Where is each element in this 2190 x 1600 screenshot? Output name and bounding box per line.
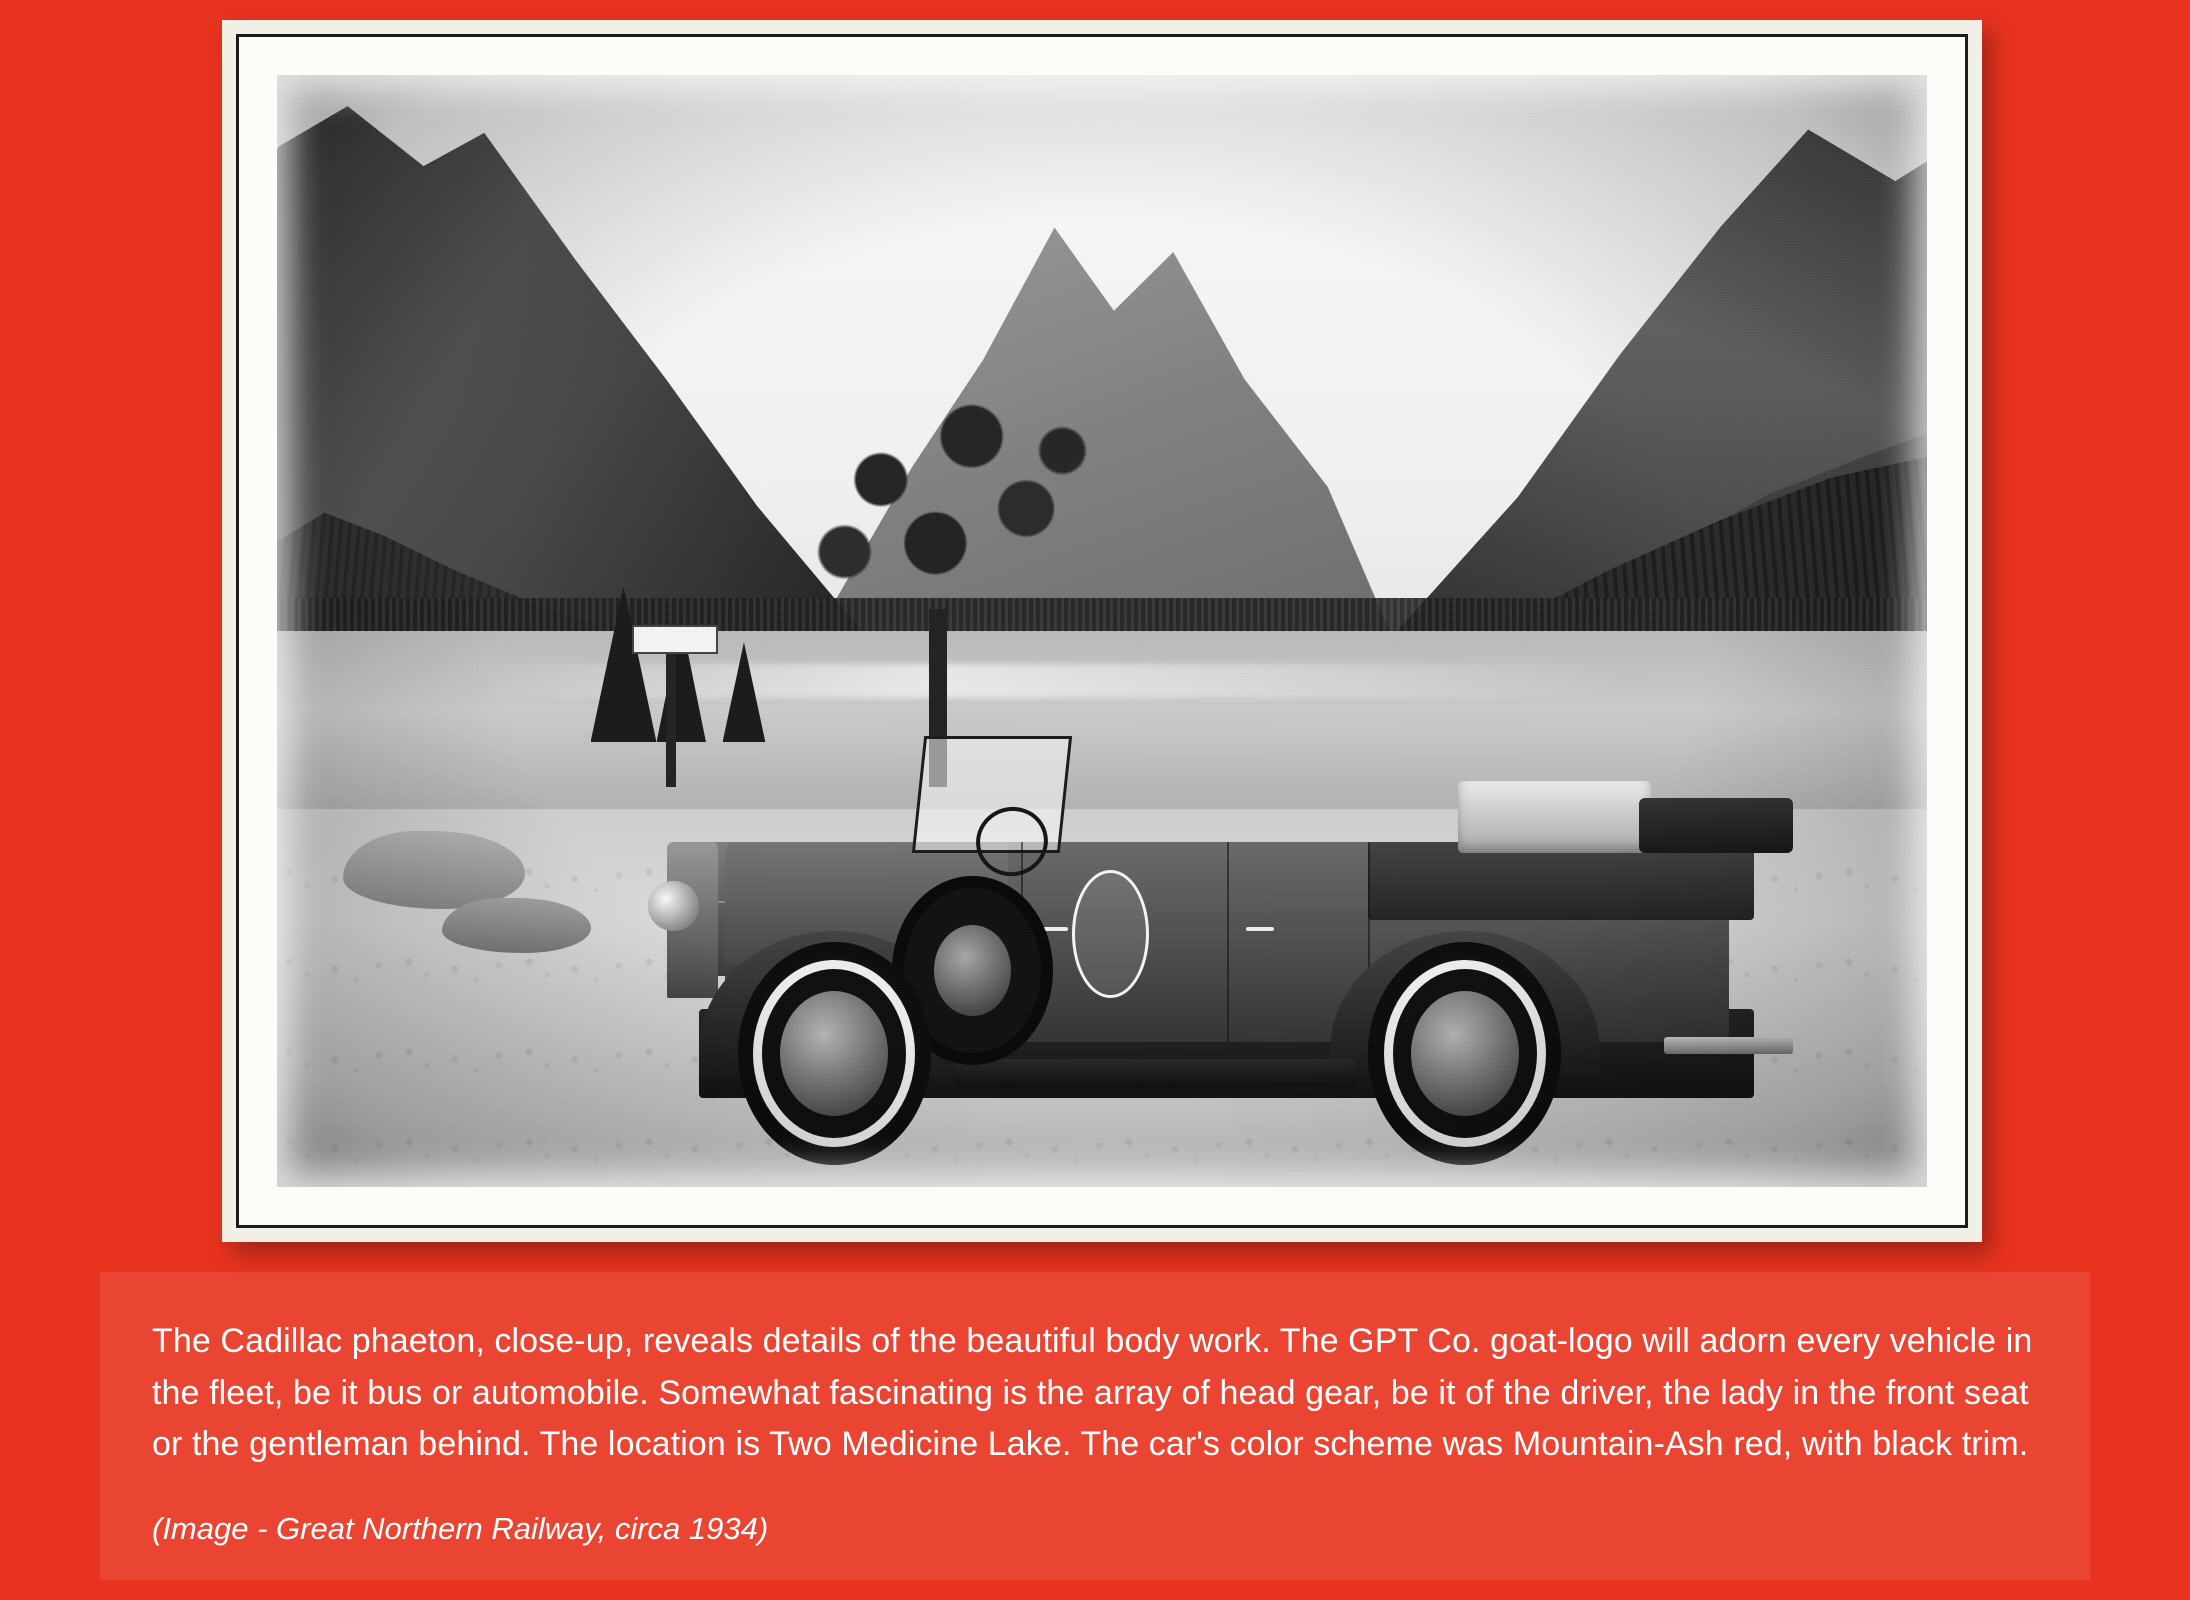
caption-body: The Cadillac phaeton, close-up, reveals details of the beautiful body work. The GPT Co. goat-logo will adorn every vehicle in the fleet, be it bus or automobile. Somewhat fascinating is the array of head gear, be it of the driver, the lady in the front seat or the gentleman behind. The location is Two Medicine Lake. The car's color scheme was Mountain-Ash red, with black trim.	[152, 1322, 2033, 1464]
whitewall-tyre	[1384, 960, 1546, 1147]
running-board	[956, 1059, 1355, 1087]
luggage-bundle	[1458, 781, 1651, 853]
caption-credit: (Image - Great Northern Railway, circa 1934)	[152, 1511, 769, 1547]
photo-scene	[277, 75, 1927, 1187]
folded-convertible-top	[1639, 798, 1793, 854]
whitewall-tyre	[753, 960, 915, 1147]
front-wheel	[738, 942, 931, 1164]
door-seam	[1227, 842, 1229, 1042]
rear-bumper	[1664, 1037, 1793, 1054]
photograph	[277, 75, 1927, 1187]
caption-panel	[100, 1272, 2090, 1580]
rear-wheel	[1368, 942, 1561, 1164]
photo-card	[222, 20, 1982, 1242]
cadillac-phaeton	[558, 609, 1845, 1165]
goat-logo-icon	[1072, 870, 1149, 998]
photo-mat	[236, 34, 1968, 1228]
headlight	[648, 881, 699, 931]
rear-deck	[1368, 842, 1754, 920]
door-handle	[1246, 927, 1274, 931]
